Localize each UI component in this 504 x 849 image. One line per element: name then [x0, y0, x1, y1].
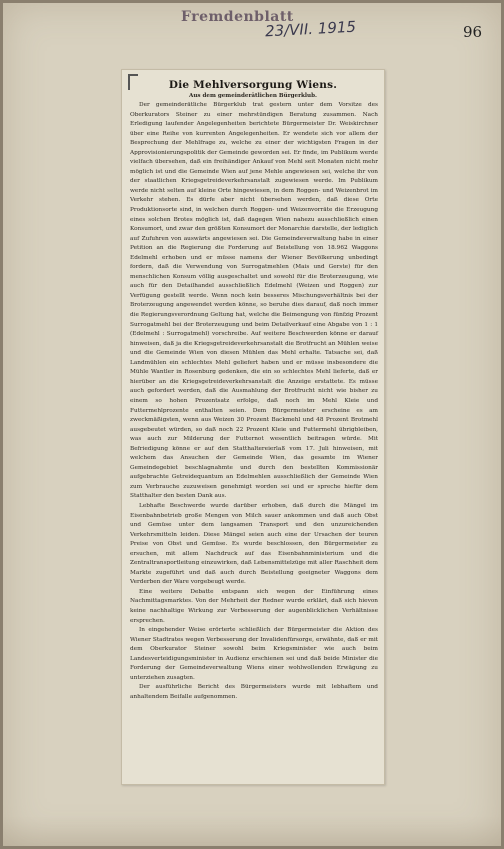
newspaper-name-stamp: Fremdenblatt	[181, 9, 294, 25]
corner-mark	[128, 74, 138, 76]
paper-shadow	[3, 816, 501, 846]
newspaper-clipping	[121, 69, 385, 785]
corner-mark-vertical	[128, 74, 130, 90]
paragraph-3: Eine weitere Debatte entspann sich wegen der Einführung eines Nachmittagsmarktes. Von der Mehrheit der Redner wurde erklärt, daß sich hievon keine nachhaltige Wirkung zur Verbesserung der augenblicklichen Verhältnisse ersprechen.	[130, 588, 378, 624]
handwritten-date: 23/VII. 1915	[264, 17, 357, 41]
paragraph-4: In eingehender Weise erörterte schließlich der Bürgermeister die Aktion des Wiener Stadtrates wegen Verbesserung der Invalidenfürsorge, erwähnte, daß er mit dem Oberkurator Steiner sowohl beim Kriegsminister wie auch beim Landesverteidigungsminister in Audienz erschienen sei und daß beide Minister die Forderung der Gemeindeverwaltung Wiens einer wohlwollenden Erwägung zu unterziehen zusagten.	[130, 627, 378, 681]
paragraph-5: Der ausführliche Bericht des Bürgermeisters wurde mit lebhaftem und anhaltendem Beifalle aufgenommen.	[130, 684, 378, 700]
article-body	[122, 101, 384, 702]
article-title: Die Mehlversorgung Wiens.	[168, 79, 338, 91]
page-number: 96	[463, 23, 483, 41]
archive-page	[3, 3, 501, 846]
article-subtitle: Aus dem gemeinderätlichen Bürgerklub.	[189, 93, 317, 99]
paragraph-2: Lebhafte Beschwerde wurde darüber erhoben, daß durch die Mängel im Eisenbahnbetrieb große Mengen von Milch sauer ankommen und daß auch Obst und Gemüse unter dem langsamen Transport und den unzureichenden Verkehrsmitteln leiden. Diese Mängel seien auch eine der Ursachen der teuren Preise von Obst und Gemüse. Es wurde beschlossen, den Bürgermeister zu ersuchen, mit allem Nachdruck auf das Eisenbahnministerium und die Zentraltransportleitung einzuwirken, daß Lebensmittelzüge mit aller Raschheit dem Markte zugeführt und daß auch durch Beistellung geeigneter Waggons dem Verderben der Ware vorgebeugt werde.	[130, 502, 378, 586]
paragraph-1: Der gemeinderätliche Bürgerklub trat gestern unter dem Vorsitze des Oberkurators Steiner zu einer mehrstündigen Beratung zusammen. Nach Erledigung laufender Angelegenheiten berichtete Bürgermeister Dr. Weiskirchner über eine Reihe von kurrenten Angelegenheiten. Er wendete sich vor allem der Besprechung der Mehlfrage zu, welche zu einer der wichtigsten Fragen in der Approvisionierungspolitik der Gemeinde geworden sei. Er finde, im Publikum werde vielfach übersehen, daß ein freihändiger Ankauf von Mehl seit Monaten nicht mehr möglich ist und die Gemeinde Wien auf jene Mehle angewiesen sei, welche ihr von der staatlichen Kriegsgetreideverkehrsanstalt zugewiesen werde. Im Publikum werde nicht selten auf kleine Orte hingewiesen, in dem Roggen- und Weizenbrot im Verkehr stehen. Es dürfe aber nicht übersehen werden, daß diese Orte Produktionsorte sind, in welchen durch Roggen- und Weizenvorräte die Erzeugung eines solchen Brotes möglich ist, daß dagegen Wien nahezu ausschließlich einen Konsumort, und zwar den größten Konsumort der Monarchie darstelle, der lediglich auf Zufuhren von auswärts angewiesen sei. Die Gemeindeverwaltung habe in einer Petition an die Regierung die Forderung auf Beistellung von 18.962 Waggons Edelmehl erhoben und er müsse namens der Wiener Bevölkerung unbedingt fordern, daß die Verwendung von Surrogatmehlen (Mais und Gerste) für den menschlichen Konsum völlig ausgeschaltet und sowohl für die Broterzeugung, wie auch für den Detailhandel ausschließlich Edelmehl (Weizen und Roggen) zur Verfügung gestellt werde. Wenn noch kein besseres Mischungsverhältnis bei der Broterzeugung angewendet werden könne, so beruhe dies darauf, daß noch immer die Regierungsverordnung Geltung hat, welche die Beimengung von fünfzig Prozent Surrogatmehl bei der Broterzeugung und beim Detailverkauf eine Abgabe von 1 : 1 (Edelmehl : Surrogatmehl) vorschreibe. Auf weitere Beschwerden könne er darauf hinweisen, daß ja die Kriegsgetreideverkehrsanstalt die Brotfrucht an Mühlen weise und die Gemeinde Wien von diesen Mühlen das Mehl erhalte. Tatsache sei, daß Landmühlen ein schlechtes Mehl geliefert haben und er müsse insbesondere die Mühle Wantler in Rosenburg gedenken, die ein so schlechtes Mehl lieferte, daß er hierüber an die Kriegsgetreideverkehrsanstalt die Anzeige erstattete. Es müsse auch gefordert werden, daß die Ausmahlung der Brotfrucht nicht wie bisher zu einem so hohen Prozentsatz erfolge, daß noch im Mehl Kleie und Futtermehlprozente enthalten seien. Dem Bürgermeister erscheine es am zweckmäßigsten, wenn aus Weizen 30 Prozent Backmehl und 48 Prozent Brotmehl ausgebeutet würden, so daß noch 22 Prozent Kleie und Futtermehl übrigbleiben, was auch zur Milderung der Futternot wesentlich beitragen würde. Mit Befriedigung könne er auf den Statthaltereierlaß vom 17. Juli hinweisen, mit welchem das Ansuchen der Gemeinde Wien, das gesamte im Wiener Gemeindegebiet beschlagnahmte und durch den bestellten Kommissionär aufgebrachte Getreidequantum an Edelmehlen ausschließlich der Gemeinde Wien zum Verbrauche zuzuweisen genehmigt worden sei und er spreche hiefür dem Statthalter den besten Dank aus.	[130, 102, 378, 500]
